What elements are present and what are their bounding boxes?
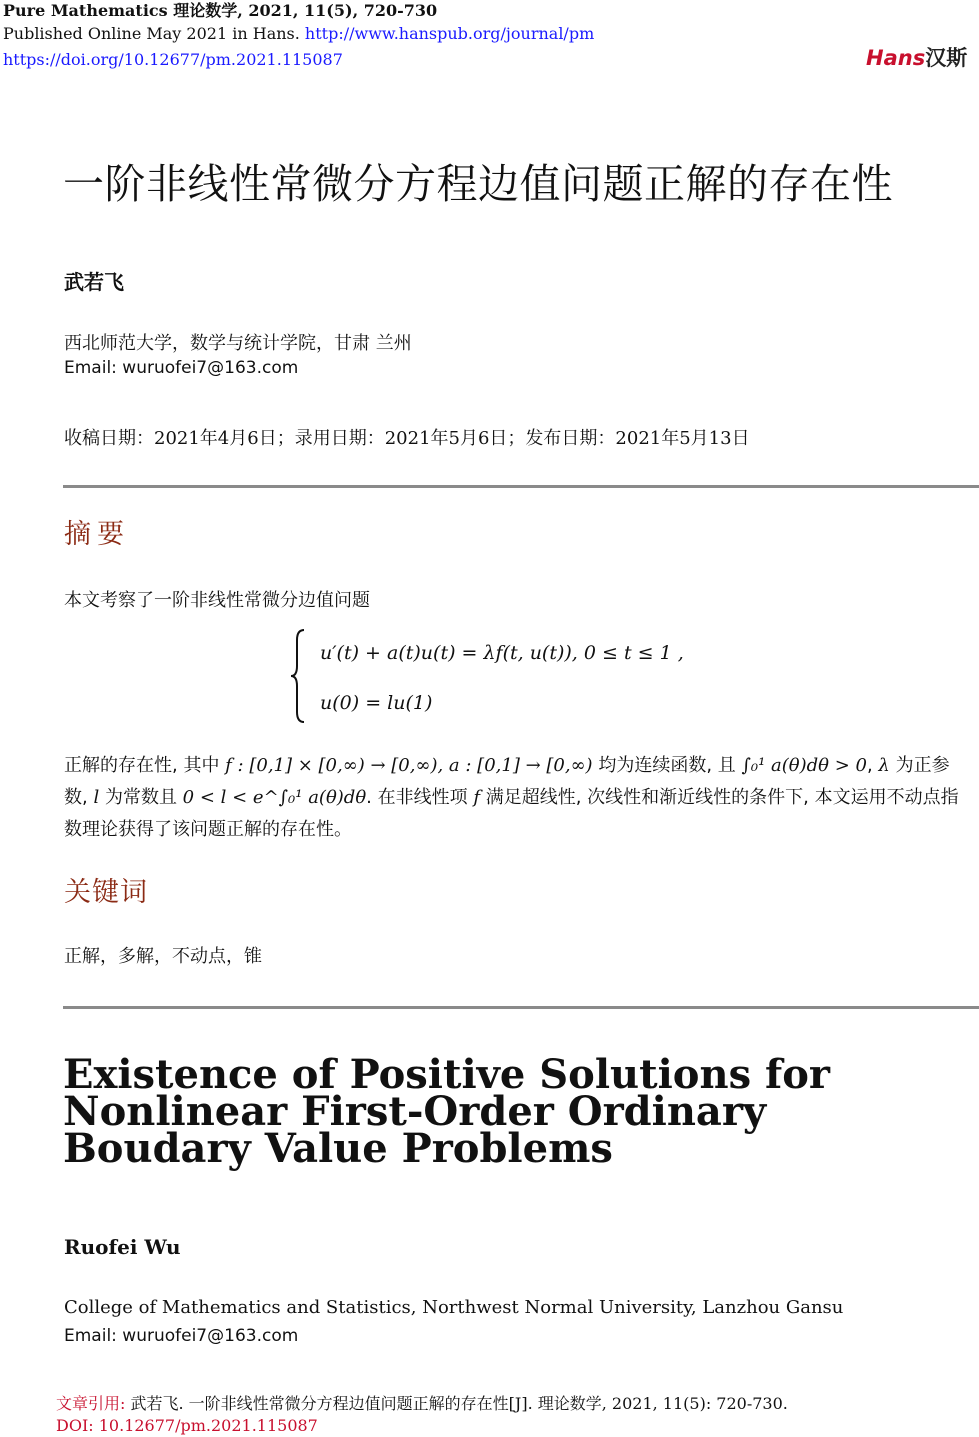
abstract-body xyxy=(64,750,969,846)
citation-label: 文章引用: xyxy=(56,1394,126,1413)
email-cn: Email: wuruofei7@163.com xyxy=(64,358,299,378)
email-en: Email: wuruofei7@163.com xyxy=(64,1326,299,1346)
journal-url-link[interactable]: http://www.hanspub.org/journal/pm xyxy=(304,24,595,43)
affiliation-cn: 西北师范大学，数学与统计学院，甘肃 兰州 xyxy=(64,333,412,354)
math-l-bound: 0 < l < e^∫₀¹ a(θ)dθ xyxy=(182,787,367,808)
citation-text: 武若飞. 一阶非线性常微分方程边值问题正解的存在性[J]. 理论数学, 2021, 11(5): 720-730. xyxy=(125,1394,788,1413)
keywords-text: 正解，多解，不动点，锥 xyxy=(64,946,262,967)
abstract-intro: 本文考察了一阶非线性常微分边值问题 xyxy=(64,590,370,611)
equation-line-2: u(0) = lu(1) xyxy=(320,692,433,714)
title-cn: 一阶非线性常微分方程边值问题正解的存在性 xyxy=(63,160,893,208)
abstract-text-6: . 在非线性项 xyxy=(366,787,474,808)
equation-line-1: u′(t) + a(t)u(t) = λf(t, u(t)), 0 ≤ t ≤ 1 , xyxy=(320,642,684,664)
doi-url-link[interactable]: https://doi.org/10.12677/pm.2021.115087 xyxy=(3,50,343,69)
citation-doi[interactable]: DOI: 10.12677/pm.2021.115087 xyxy=(56,1416,318,1435)
author-cn: 武若飞 xyxy=(64,270,124,294)
journal-header: Pure Mathematics 理论数学, 2021, 11(5), 720-730 xyxy=(3,1,438,20)
equation-brace xyxy=(288,628,308,724)
keywords-heading: 关键词 xyxy=(64,877,148,908)
math-l: l xyxy=(93,787,100,808)
hans-logo xyxy=(866,42,967,72)
divider-top xyxy=(63,485,979,488)
author-en: Ruofei Wu xyxy=(64,1235,181,1259)
math-f: f xyxy=(473,787,481,808)
logo-cn: 汉斯 xyxy=(925,46,968,70)
abstract-text-4: 为正参数, xyxy=(64,755,950,808)
divider-bottom xyxy=(63,1006,979,1009)
logo-latin: Hans xyxy=(866,46,926,70)
abstract-text-3: , xyxy=(866,755,879,776)
abstract-text-1: 正解的存在性, 其中 xyxy=(64,755,226,776)
dates-line: 收稿日期：2021年4月6日；录用日期：2021年5月6日；发布日期：2021年5月13日 xyxy=(64,428,750,449)
affiliation-en: College of Mathematics and Statistics, Northwest Normal University, Lanzhou Gansu xyxy=(64,1297,844,1318)
published-line xyxy=(3,25,594,43)
math-lambda: λ xyxy=(878,755,890,776)
abstract-heading: 摘要 xyxy=(64,519,130,550)
published-text: Published Online May 2021 in Hans. xyxy=(3,24,300,43)
abstract-text-2: 均为连续函数, 且 xyxy=(592,755,742,776)
abstract-text-7: 满足超线性, 次线性和渐近线性的条件下, 本文运用不动点指数理论获得了该问题正解的存在性。 xyxy=(64,787,959,840)
math-maps: f : [0,1] × [0,∞) → [0,∞), a : [0,1] → [0,∞) xyxy=(225,755,593,776)
citation-line xyxy=(56,1393,788,1415)
math-integral: ∫₀¹ a(θ)dθ > 0 xyxy=(741,755,867,776)
title-en: Existence of Positive Solutions for Nonlinear First-Order Ordinary Boudary Value Problems xyxy=(63,1051,830,1172)
abstract-text-5: 为常数且 xyxy=(99,787,183,808)
